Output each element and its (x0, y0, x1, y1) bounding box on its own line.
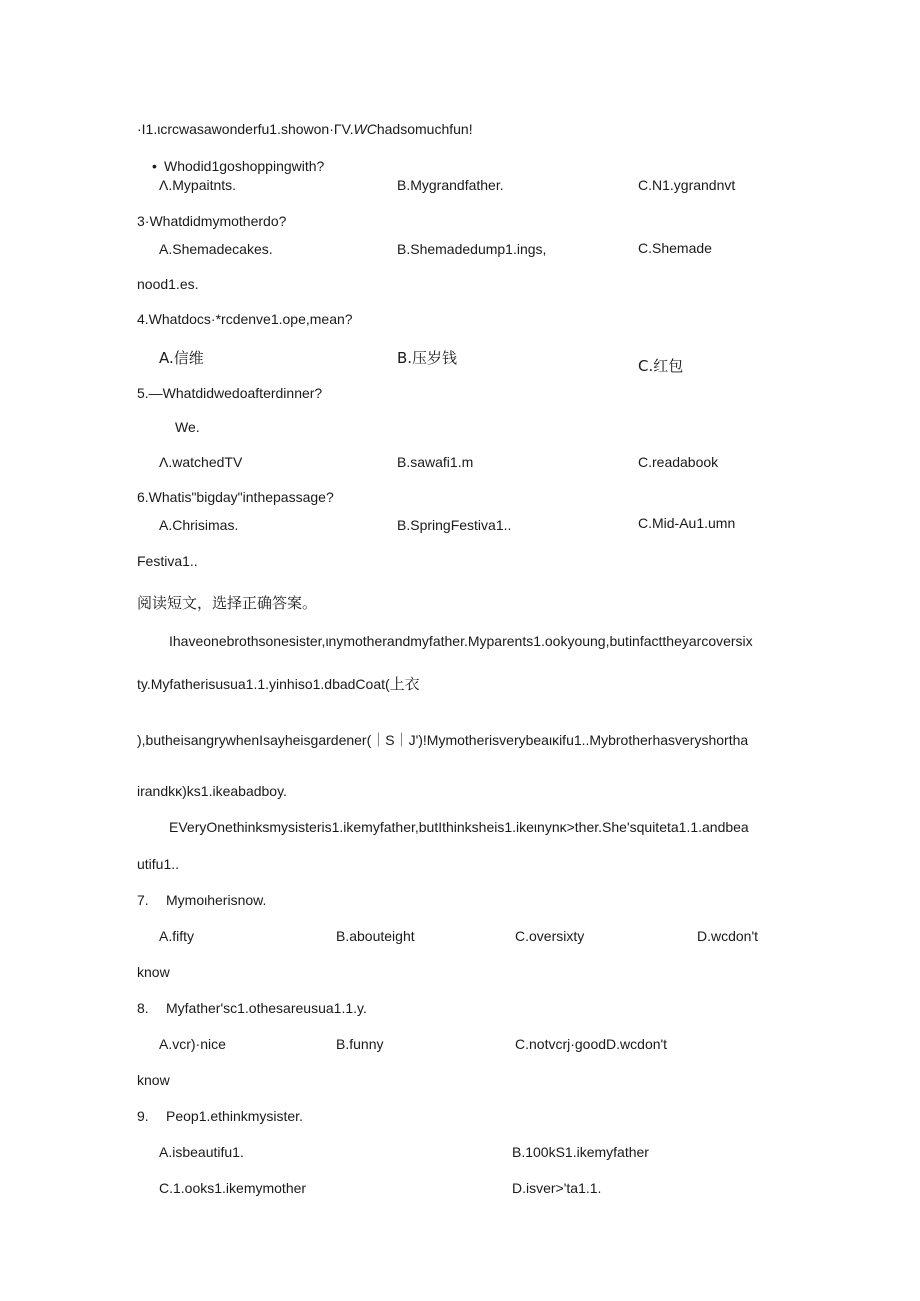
q7-option-d-continued: know (137, 964, 170, 980)
q8-option-a: A.vcr)·nice (159, 1036, 226, 1052)
q7-option-b: B.abouteight (336, 928, 415, 944)
q8-option-c-d: C.notvcrj·goodD.wcdon't (515, 1036, 668, 1052)
q2-bullet: • (152, 158, 157, 174)
passage-line-2-cjk: 上衣 (389, 675, 420, 693)
q6-option-a: A.Chrisimas. (159, 517, 239, 533)
q5-option-b: B.sawafi1.m (397, 454, 474, 470)
q8-option-b: B.funny (336, 1036, 384, 1052)
passage-line-6: utifu1.. (137, 856, 180, 872)
q3-option-c: C.Shemade (638, 240, 712, 256)
section-title: 阅读短文，选择正确答案。 (137, 594, 318, 612)
q3-option-a: A.Shemadecakes. (159, 241, 273, 257)
q3-option-c-continued: nood1.es. (137, 276, 199, 292)
q9-option-d: D.isver>'ta1.1. (512, 1180, 602, 1196)
q5-stem: 5.—Whatdidwedoafterdinner? (137, 385, 323, 401)
passage-line-2 (137, 675, 420, 693)
passage-line-1: Ihaveonebrothsonesister,ιnymotherandmyfather.Myparents1.ookyoung,butinfacttheyarcoversix (169, 633, 753, 649)
passage-line-2-text: ty.Myfatherisusua1.1.yinhiso1.dbadCoat( (137, 676, 390, 692)
q7-stem: Mymoιherisnow. (166, 892, 267, 908)
intro-text-c: hadsomuchfun! (376, 121, 473, 137)
q4-option-c: C.红包 (638, 357, 684, 375)
intro-text-b: WC (353, 121, 377, 137)
q5-blank-line: We. (175, 419, 200, 435)
q3-option-b: B.Shemadedump1.ings, (397, 241, 547, 257)
q7-option-c: C.oversixty (515, 928, 585, 944)
intro-text-a: ·I1.ιcrcwasawonderfu1.showon·ΓV. (137, 121, 354, 137)
q6-option-b: B.SpringFestiva1.. (397, 517, 512, 533)
q9-option-c: C.1.ooks1.ikemymother (159, 1180, 307, 1196)
q7-number: 7. (137, 892, 149, 908)
q3-stem: 3·Whatdidmymotherdo? (137, 213, 287, 229)
q5-option-c: C.readabook (638, 454, 719, 470)
q9-option-b: B.100kS1.ikemyfather (512, 1144, 649, 1160)
passage-line-4: irandkκ)ks1.ikeabadboy. (137, 783, 287, 799)
q2-option-b: B.Mygrandfather. (397, 177, 504, 193)
q8-stem: Myfather'sc1.othesareusua1.1.y. (166, 1000, 367, 1016)
q6-stem: 6.Whatis"bigday"inthepassage? (137, 489, 334, 505)
q9-stem: Peop1.ethinkmysister. (166, 1108, 303, 1124)
intro-line (137, 120, 473, 138)
passage-line-3: ),butheisangrywhenIsayheisgardener(｜S｜J')!Mymotherisverybeaικifu1..Mybrotherhasveryshortha (137, 732, 749, 748)
q9-number: 9. (137, 1108, 149, 1124)
q2-option-c: C.N1.ygrandnvt (638, 177, 736, 193)
q9-option-a: A.isbeautifu1. (159, 1144, 244, 1160)
q7-option-d: D.wcdon't (697, 928, 759, 944)
q8-number: 8. (137, 1000, 149, 1016)
q8-option-d-continued: know (137, 1072, 170, 1088)
q4-stem: 4.Whatdocs·*rcdenve1.ope,mean? (137, 311, 353, 327)
q5-option-a: Λ.watchedTV (159, 454, 243, 470)
q4-option-a: A.信维 (159, 349, 204, 367)
q7-option-a: A.fifty (159, 928, 195, 944)
q4-option-b: B.压岁钱 (397, 349, 458, 367)
q2-stem: Whodid1goshoppingwith? (164, 158, 325, 174)
q6-option-c-continued: Festiva1.. (137, 553, 198, 569)
q2-option-a: Λ.Mypaitnts. (159, 177, 237, 193)
passage-line-5: EVeryOnethinksmysisteris1.ikemyfather,butIthinksheis1.ikeιnynκ>ther.She'squiteta1.1.andbea (169, 819, 749, 835)
q6-option-c: C.Mid-Au1.umn (638, 515, 736, 531)
